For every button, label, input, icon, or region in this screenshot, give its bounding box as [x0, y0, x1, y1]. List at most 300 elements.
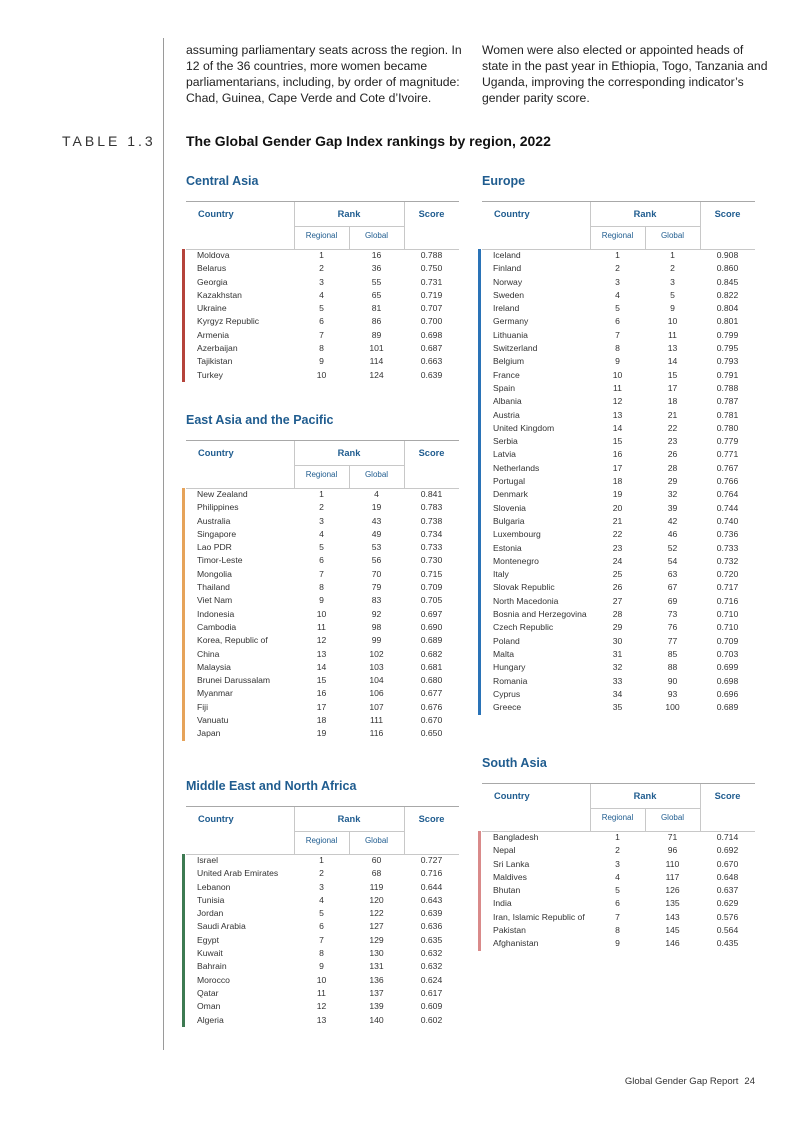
global-rank-cell: 22	[667, 422, 678, 433]
score-cell: 0.699	[716, 662, 739, 673]
table-row	[482, 475, 755, 488]
regional-rank-cell: 35	[612, 702, 623, 713]
table-row	[186, 1014, 459, 1027]
score-cell: 0.764	[716, 489, 739, 500]
table-row	[186, 541, 459, 554]
table-row	[186, 934, 459, 947]
country-cell: Malta	[493, 648, 515, 659]
table-row	[482, 884, 755, 897]
column-header-regional: Regional	[305, 470, 338, 479]
country-cell: Romania	[493, 675, 528, 686]
column-header-regional: Regional	[601, 231, 634, 240]
regional-rank-cell: 12	[612, 396, 623, 407]
table-row	[482, 688, 755, 701]
score-cell: 0.714	[716, 832, 739, 842]
regional-rank-cell: 3	[615, 276, 620, 287]
table-row	[482, 422, 755, 435]
region-color-bar	[182, 488, 185, 741]
regional-rank-cell: 19	[316, 728, 327, 739]
column-header-country: Country	[198, 448, 234, 458]
global-rank-cell: 67	[667, 582, 678, 593]
regional-rank-cell: 5	[615, 885, 620, 896]
table-row	[482, 488, 755, 501]
column-header-regional: Regional	[601, 813, 634, 822]
country-cell: Fiji	[197, 701, 208, 712]
global-rank-cell: 114	[369, 356, 384, 367]
table-row	[186, 634, 459, 647]
score-cell: 0.680	[420, 675, 443, 686]
score-cell: 0.780	[716, 422, 739, 433]
column-header-global: Global	[660, 813, 685, 822]
global-rank-cell: 11	[668, 329, 677, 340]
score-cell: 0.687	[420, 343, 443, 354]
column-header-global: Global	[364, 231, 389, 240]
table-row	[482, 581, 755, 594]
footer-report-title: Global Gender Gap Report	[624, 1076, 739, 1087]
global-rank-cell: 93	[667, 688, 678, 699]
table-row	[186, 987, 459, 1000]
country-cell: Pakistan	[493, 925, 526, 936]
global-rank-cell: 17	[667, 382, 678, 393]
table-row	[186, 960, 459, 973]
global-rank-cell: 131	[369, 961, 384, 972]
global-rank-cell: 49	[371, 528, 382, 539]
country-cell: Montenegro	[493, 555, 539, 566]
regional-rank-cell: 2	[615, 263, 620, 274]
column-header-rank: Rank	[337, 209, 361, 219]
global-rank-cell: 21	[667, 409, 678, 420]
regional-rank-cell: 3	[319, 276, 324, 287]
score-cell: 0.636	[420, 921, 443, 932]
page-divider-line	[163, 38, 164, 1050]
table-row	[482, 897, 755, 910]
country-cell: China	[197, 648, 220, 659]
country-cell: Myanmar	[197, 688, 233, 699]
country-cell: Afghanistan	[493, 938, 539, 949]
table-row	[482, 831, 755, 844]
global-rank-cell: 143	[665, 911, 680, 922]
column-header-rank: Rank	[337, 814, 361, 824]
header-divider	[700, 202, 701, 249]
score-cell: 0.845	[716, 276, 739, 287]
header-divider	[590, 226, 700, 227]
table-row	[482, 924, 755, 937]
country-cell: Australia	[197, 515, 231, 526]
country-cell: Iran, Islamic Republic of	[493, 911, 585, 922]
regional-rank-cell: 4	[615, 871, 620, 882]
country-cell: Malaysia	[197, 661, 231, 672]
score-cell: 0.624	[420, 974, 443, 985]
country-cell: Algeria	[197, 1014, 224, 1025]
country-cell: Ireland	[493, 303, 520, 314]
table-row	[482, 249, 755, 262]
table-row	[482, 395, 755, 408]
score-cell: 0.727	[420, 855, 443, 865]
country-cell: Switzerland	[493, 343, 538, 354]
column-header-score: Score	[714, 791, 741, 801]
table-header	[186, 440, 459, 488]
global-rank-cell: 63	[667, 569, 678, 580]
global-rank-cell: 55	[371, 276, 382, 287]
country-cell: Spain	[493, 382, 515, 393]
score-cell: 0.740	[716, 515, 739, 526]
region-color-bar	[478, 831, 481, 951]
score-cell: 0.617	[420, 987, 443, 998]
score-cell: 0.692	[716, 845, 739, 856]
country-cell: Norway	[493, 276, 523, 287]
table-row	[482, 858, 755, 871]
score-cell: 0.639	[420, 908, 443, 919]
global-rank-cell: 43	[371, 515, 382, 526]
global-rank-cell: 116	[369, 728, 384, 739]
table-row	[482, 435, 755, 448]
score-cell: 0.736	[716, 529, 739, 540]
regional-rank-cell: 7	[615, 911, 620, 922]
regional-rank-cell: 9	[615, 356, 620, 367]
country-cell: Cyprus	[493, 688, 521, 699]
region-central-asia	[186, 174, 459, 382]
country-cell: Iceland	[493, 250, 521, 260]
score-cell: 0.435	[716, 938, 739, 949]
score-cell: 0.700	[420, 316, 443, 327]
score-cell: 0.719	[420, 289, 443, 300]
header-divider	[700, 784, 701, 831]
country-cell: Thailand	[197, 582, 230, 593]
country-cell: Finland	[493, 263, 522, 274]
column-header-country: Country	[198, 209, 234, 219]
global-rank-cell: 32	[667, 489, 678, 500]
table-row	[186, 528, 459, 541]
score-cell: 0.733	[716, 542, 739, 553]
table-row	[186, 674, 459, 687]
table-row	[186, 594, 459, 607]
table-row	[482, 409, 755, 422]
regional-rank-cell: 3	[319, 881, 324, 892]
score-cell: 0.771	[716, 449, 739, 460]
global-rank-cell: 14	[667, 356, 678, 367]
score-cell: 0.689	[716, 702, 739, 713]
column-header-regional: Regional	[305, 836, 338, 845]
regional-rank-cell: 2	[319, 868, 324, 879]
global-rank-cell: 10	[667, 316, 678, 327]
score-cell: 0.632	[420, 961, 443, 972]
country-cell: United Arab Emirates	[197, 868, 279, 879]
regional-rank-cell: 5	[319, 303, 324, 314]
country-cell: Morocco	[197, 974, 230, 985]
column-header-global: Global	[364, 470, 389, 479]
country-cell: Belgium	[493, 356, 525, 367]
global-rank-cell: 85	[667, 648, 678, 659]
table-row	[482, 342, 755, 355]
table-row	[482, 515, 755, 528]
regional-rank-cell: 27	[612, 595, 623, 606]
global-rank-cell: 106	[369, 688, 384, 699]
country-cell: Germany	[493, 316, 529, 327]
column-header-score: Score	[418, 448, 445, 458]
table-row	[186, 974, 459, 987]
table-row	[482, 871, 755, 884]
country-cell: Netherlands	[493, 462, 540, 473]
score-cell: 0.697	[420, 608, 443, 619]
table-row	[482, 289, 755, 302]
score-cell: 0.822	[716, 289, 739, 300]
global-rank-cell: 4	[374, 489, 379, 499]
regional-rank-cell: 17	[316, 701, 327, 712]
score-cell: 0.788	[420, 250, 443, 260]
regional-rank-cell: 31	[612, 648, 623, 659]
regional-rank-cell: 12	[316, 1001, 327, 1012]
global-rank-cell: 89	[371, 329, 382, 340]
table-row	[482, 675, 755, 688]
region-title: South Asia	[482, 756, 547, 770]
global-rank-cell: 130	[369, 948, 384, 959]
score-cell: 0.791	[716, 369, 739, 380]
score-cell: 0.799	[716, 329, 739, 340]
table-number-label: TABLE 1.3	[62, 133, 156, 149]
regional-rank-cell: 2	[615, 845, 620, 856]
country-cell: Sweden	[493, 289, 525, 300]
regional-rank-cell: 16	[612, 449, 623, 460]
region-south-asia	[482, 756, 755, 951]
table-row	[186, 621, 459, 634]
global-rank-cell: 145	[665, 925, 680, 936]
country-cell: Tunisia	[197, 894, 225, 905]
country-cell: Lithuania	[493, 329, 528, 340]
regional-rank-cell: 7	[615, 329, 620, 340]
score-cell: 0.690	[420, 621, 443, 632]
regional-rank-cell: 9	[615, 938, 620, 949]
country-cell: Mongolia	[197, 568, 232, 579]
country-cell: Kazakhstan	[197, 289, 242, 300]
country-cell: Denmark	[493, 489, 528, 500]
region-middle-east-north-africa	[186, 779, 459, 1027]
column-header-country: Country	[198, 814, 234, 824]
global-rank-cell: 96	[667, 845, 678, 856]
score-cell: 0.804	[716, 303, 739, 314]
country-cell: Bulgaria	[493, 515, 525, 526]
country-cell: Hungary	[493, 662, 526, 673]
regional-rank-cell: 6	[319, 316, 324, 327]
regional-rank-cell: 5	[615, 303, 620, 314]
global-rank-cell: 104	[369, 675, 384, 686]
country-cell: Bhutan	[493, 885, 521, 896]
table-row	[186, 302, 459, 315]
country-cell: Kyrgyz Republic	[197, 316, 260, 327]
score-cell: 0.731	[420, 276, 443, 287]
table-row	[482, 648, 755, 661]
country-cell: Georgia	[197, 276, 228, 287]
header-divider	[349, 465, 350, 488]
global-rank-cell: 129	[369, 934, 384, 945]
regional-rank-cell: 7	[319, 329, 324, 340]
score-cell: 0.801	[716, 316, 739, 327]
score-cell: 0.703	[716, 648, 739, 659]
country-cell: Indonesia	[197, 608, 235, 619]
score-cell: 0.698	[420, 329, 443, 340]
global-rank-cell: 69	[667, 595, 678, 606]
score-cell: 0.670	[420, 715, 443, 726]
score-cell: 0.632	[420, 948, 443, 959]
regional-rank-cell: 7	[319, 568, 324, 579]
regional-rank-cell: 4	[319, 894, 324, 905]
score-cell: 0.650	[420, 728, 443, 739]
global-rank-cell: 46	[667, 529, 678, 540]
column-header-score: Score	[714, 209, 741, 219]
global-rank-cell: 60	[371, 855, 382, 865]
regional-rank-cell: 10	[316, 608, 327, 619]
table-row	[482, 555, 755, 568]
table-body	[186, 249, 459, 382]
regional-rank-cell: 4	[319, 289, 324, 300]
regional-rank-cell: 10	[316, 974, 327, 985]
score-cell: 0.860	[716, 263, 739, 274]
score-cell: 0.720	[716, 569, 739, 580]
regional-rank-cell: 23	[612, 542, 623, 553]
country-cell: Oman	[197, 1001, 221, 1012]
global-rank-cell: 126	[665, 885, 680, 896]
table-row	[482, 382, 755, 395]
country-cell: Egypt	[197, 934, 219, 945]
regional-rank-cell: 14	[612, 422, 623, 433]
global-rank-cell: 100	[665, 702, 680, 713]
score-cell: 0.710	[716, 622, 739, 633]
table-row	[482, 315, 755, 328]
regional-rank-cell: 22	[612, 529, 623, 540]
global-rank-cell: 127	[369, 921, 384, 932]
regional-rank-cell: 5	[319, 542, 324, 553]
regional-rank-cell: 8	[319, 582, 324, 593]
table-row	[186, 568, 459, 581]
table-row	[482, 911, 755, 924]
region-color-bar	[182, 854, 185, 1027]
regional-rank-cell: 24	[612, 555, 623, 566]
country-cell: Qatar	[197, 987, 219, 998]
score-cell: 0.707	[420, 303, 443, 314]
regional-rank-cell: 9	[319, 356, 324, 367]
score-cell: 0.681	[420, 661, 443, 672]
global-rank-cell: 107	[369, 701, 384, 712]
regional-rank-cell: 6	[615, 316, 620, 327]
regional-rank-cell: 13	[316, 648, 327, 659]
regional-rank-cell: 4	[319, 528, 324, 539]
country-cell: Portugal	[493, 476, 526, 487]
regional-rank-cell: 5	[319, 908, 324, 919]
country-cell: Slovak Republic	[493, 582, 555, 593]
table-row	[186, 920, 459, 933]
score-cell: 0.696	[716, 688, 739, 699]
column-header-global: Global	[364, 836, 389, 845]
global-rank-cell: 99	[371, 635, 382, 646]
regional-rank-cell: 28	[612, 609, 623, 620]
global-rank-cell: 23	[667, 436, 678, 447]
country-cell: Poland	[493, 635, 520, 646]
country-cell: Bosnia and Herzegovina	[493, 609, 587, 620]
table-row	[186, 501, 459, 514]
table-row	[482, 502, 755, 515]
global-rank-cell: 53	[371, 542, 382, 553]
global-rank-cell: 15	[667, 369, 678, 380]
global-rank-cell: 117	[665, 871, 680, 882]
country-cell: Latvia	[493, 449, 516, 460]
global-rank-cell: 111	[369, 715, 384, 726]
regional-rank-cell: 14	[316, 661, 327, 672]
country-cell: Slovenia	[493, 502, 526, 513]
score-cell: 0.733	[420, 542, 443, 553]
regional-rank-cell: 1	[319, 855, 324, 865]
table-row	[482, 369, 755, 382]
regional-rank-cell: 29	[612, 622, 623, 633]
header-divider	[404, 202, 405, 249]
country-cell: Luxembourg	[493, 529, 541, 540]
table-row	[482, 276, 755, 289]
table-row	[186, 608, 459, 621]
regional-rank-cell: 26	[612, 582, 623, 593]
score-cell: 0.576	[716, 911, 739, 922]
global-rank-cell: 81	[371, 303, 382, 314]
global-rank-cell: 39	[667, 502, 678, 513]
table-row	[186, 727, 459, 740]
global-rank-cell: 110	[665, 858, 680, 869]
score-cell: 0.639	[420, 369, 443, 380]
table-row	[186, 488, 459, 501]
country-cell: Ukraine	[197, 303, 227, 314]
regional-rank-cell: 33	[612, 675, 623, 686]
header-divider	[294, 226, 404, 227]
score-cell: 0.644	[420, 881, 443, 892]
table-row	[482, 448, 755, 461]
regional-rank-cell: 6	[615, 898, 620, 909]
table-header	[482, 783, 755, 831]
score-cell: 0.564	[716, 925, 739, 936]
score-cell: 0.788	[716, 382, 739, 393]
score-cell: 0.635	[420, 934, 443, 945]
global-rank-cell: 76	[667, 622, 678, 633]
regional-rank-cell: 16	[316, 688, 327, 699]
global-rank-cell: 86	[371, 316, 382, 327]
score-cell: 0.750	[420, 263, 443, 274]
table-body	[482, 249, 755, 714]
score-cell: 0.705	[420, 595, 443, 606]
score-cell: 0.717	[716, 582, 739, 593]
table-row	[186, 329, 459, 342]
country-cell: Japan	[197, 728, 221, 739]
regional-rank-cell: 1	[615, 832, 620, 842]
regional-rank-cell: 1	[319, 489, 324, 499]
country-cell: Moldova	[197, 250, 230, 260]
regional-rank-cell: 19	[612, 489, 623, 500]
header-divider	[404, 441, 405, 488]
column-header-global: Global	[660, 231, 685, 240]
score-cell: 0.629	[716, 898, 739, 909]
global-rank-cell: 56	[371, 555, 382, 566]
table-row	[186, 854, 459, 867]
global-rank-cell: 18	[667, 396, 678, 407]
country-cell: Kuwait	[197, 948, 223, 959]
column-header-country: Country	[494, 209, 530, 219]
table-row	[186, 355, 459, 368]
table-header	[482, 201, 755, 249]
table-row	[482, 462, 755, 475]
score-cell: 0.738	[420, 515, 443, 526]
table-row	[186, 867, 459, 880]
score-cell: 0.715	[420, 568, 443, 579]
region-east-asia-pacific	[186, 413, 459, 741]
table-row	[186, 554, 459, 567]
regional-rank-cell: 30	[612, 635, 623, 646]
intro-text-left: assuming parliamentary seats across the region. In 12 of the 36 countries, more women became parliamentarians, including, by order of magnitude: Chad, Guinea, Cape Verde and Cote d’Ivoire.	[186, 43, 462, 105]
regional-rank-cell: 8	[319, 948, 324, 959]
global-rank-cell: 136	[369, 974, 384, 985]
